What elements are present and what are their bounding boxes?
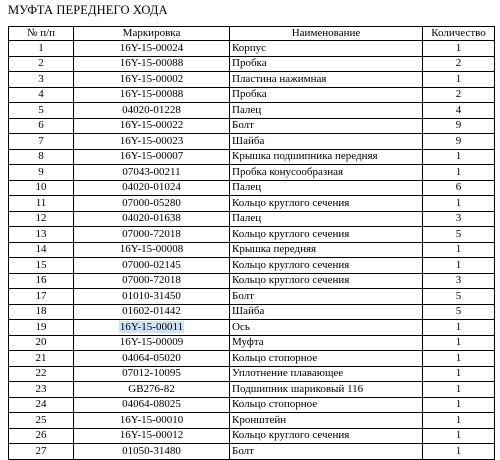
cell-name: Шайба xyxy=(230,304,423,320)
cell-marking: 16Y-15-00010 xyxy=(74,413,230,429)
cell-marking: 16Y-15-00007 xyxy=(74,149,230,165)
cell-name: Подшипник шариковый 116 xyxy=(230,382,423,398)
table-header-row xyxy=(9,27,495,41)
table-row xyxy=(9,103,495,119)
cell-quantity: 3 xyxy=(423,211,495,227)
cell-name: Ось xyxy=(230,320,423,336)
cell-name: Крышка подшипника передняя xyxy=(230,149,423,165)
table-row xyxy=(9,180,495,196)
cell-quantity: 2 xyxy=(423,87,495,103)
table-row xyxy=(9,366,495,382)
cell-quantity: 9 xyxy=(423,118,495,134)
cell-number: 22 xyxy=(9,366,74,382)
cell-marking: 16Y-15-00024 xyxy=(74,41,230,57)
table-row xyxy=(9,211,495,227)
cell-name: Кольцо стопорное xyxy=(230,397,423,413)
cell-number: 26 xyxy=(9,428,74,444)
cell-number: 17 xyxy=(9,289,74,305)
table-row xyxy=(9,118,495,134)
cell-quantity: 1 xyxy=(423,428,495,444)
cell-number: 1 xyxy=(9,41,74,57)
cell-name: Кольцо круглого сечения xyxy=(230,196,423,212)
cell-number: 14 xyxy=(9,242,74,258)
table-row xyxy=(9,289,495,305)
cell-marking: 16Y-15-00022 xyxy=(74,118,230,134)
cell-marking: 16Y-15-00012 xyxy=(74,428,230,444)
cell-marking: 01050-31480 xyxy=(74,444,230,460)
cell-number: 20 xyxy=(9,335,74,351)
cell-number: 16 xyxy=(9,273,74,289)
cell-quantity: 1 xyxy=(423,413,495,429)
table-row xyxy=(9,304,495,320)
cell-marking: 16Y-15-00088 xyxy=(74,87,230,103)
cell-marking: 07000-02145 xyxy=(74,258,230,274)
cell-name: Уплотнение плавающее xyxy=(230,366,423,382)
cell-marking: 04064-05020 xyxy=(74,351,230,367)
cell-quantity: 2 xyxy=(423,56,495,72)
cell-number: 24 xyxy=(9,397,74,413)
header-quantity: Количество xyxy=(423,27,495,41)
cell-marking xyxy=(74,320,230,336)
cell-quantity: 1 xyxy=(423,72,495,88)
cell-quantity: 1 xyxy=(423,258,495,274)
cell-marking: 04020-01638 xyxy=(74,211,230,227)
cell-name: Пробка конусообразная xyxy=(230,165,423,181)
cell-marking: 16Y-15-00023 xyxy=(74,134,230,150)
cell-number: 12 xyxy=(9,211,74,227)
table-row xyxy=(9,72,495,88)
cell-number: 18 xyxy=(9,304,74,320)
table-row xyxy=(9,227,495,243)
cell-marking: 01602-01442 xyxy=(74,304,230,320)
cell-quantity: 1 xyxy=(423,196,495,212)
cell-name: Болт xyxy=(230,118,423,134)
cell-number: 27 xyxy=(9,444,74,460)
cell-number: 6 xyxy=(9,118,74,134)
document-title: МУФТА ПЕРЕДНЕГО ХОДА xyxy=(8,3,168,17)
cell-marking: 04064-08025 xyxy=(74,397,230,413)
cell-name: Пробка xyxy=(230,56,423,72)
cell-quantity: 1 xyxy=(423,149,495,165)
selected-marking-text[interactable]: 16Y-15-00011 xyxy=(119,320,184,333)
cell-number: 21 xyxy=(9,351,74,367)
cell-quantity: 1 xyxy=(423,444,495,460)
cell-name: Кольцо стопорное xyxy=(230,351,423,367)
cell-name: Палец xyxy=(230,211,423,227)
cell-quantity: 1 xyxy=(423,335,495,351)
cell-number: 7 xyxy=(9,134,74,150)
cell-name: Пробка xyxy=(230,87,423,103)
cell-name: Кронштейн xyxy=(230,413,423,429)
cell-marking: 16Y-15-00002 xyxy=(74,72,230,88)
cell-number: 19 xyxy=(9,320,74,336)
cell-marking: 07000-72018 xyxy=(74,227,230,243)
cell-name: Муфта xyxy=(230,335,423,351)
cell-number: 8 xyxy=(9,149,74,165)
cell-quantity: 1 xyxy=(423,242,495,258)
table-row xyxy=(9,41,495,57)
cell-number: 9 xyxy=(9,165,74,181)
table-row xyxy=(9,382,495,398)
cell-name: Крышка передняя xyxy=(230,242,423,258)
table-row xyxy=(9,165,495,181)
cell-number: 5 xyxy=(9,103,74,119)
table-row xyxy=(9,397,495,413)
cell-marking: 16Y-15-00088 xyxy=(74,56,230,72)
cell-name: Шайба xyxy=(230,134,423,150)
cell-number: 23 xyxy=(9,382,74,398)
cell-quantity: 1 xyxy=(423,351,495,367)
table-row xyxy=(9,273,495,289)
cell-number: 25 xyxy=(9,413,74,429)
cell-quantity: 1 xyxy=(423,165,495,181)
header-number: № п/п xyxy=(9,27,74,41)
cell-marking: 04020-01024 xyxy=(74,180,230,196)
cell-quantity: 1 xyxy=(423,320,495,336)
cell-name: Кольцо круглого сечения xyxy=(230,428,423,444)
cell-marking: 07012-10095 xyxy=(74,366,230,382)
cell-name: Болт xyxy=(230,289,423,305)
cell-name: Кольцо круглого сечения xyxy=(230,273,423,289)
cell-quantity: 4 xyxy=(423,103,495,119)
table-row xyxy=(9,428,495,444)
cell-name: Пластина нажимная xyxy=(230,72,423,88)
cell-name: Болт xyxy=(230,444,423,460)
cell-marking: 16Y-15-00009 xyxy=(74,335,230,351)
cell-number: 3 xyxy=(9,72,74,88)
cell-marking: GB276-82 xyxy=(74,382,230,398)
cell-quantity: 1 xyxy=(423,41,495,57)
cell-name: Кольцо круглого сечения xyxy=(230,227,423,243)
cell-marking: 16Y-15-00008 xyxy=(74,242,230,258)
cell-marking: 07000-72018 xyxy=(74,273,230,289)
cell-name: Корпус xyxy=(230,41,423,57)
table-row xyxy=(9,56,495,72)
table-row xyxy=(9,351,495,367)
cell-name: Палец xyxy=(230,180,423,196)
cell-number: 15 xyxy=(9,258,74,274)
cell-name: Палец xyxy=(230,103,423,119)
header-marking: Маркировка xyxy=(74,27,230,41)
table-row xyxy=(9,149,495,165)
header-name: Наименование xyxy=(230,27,423,41)
cell-number: 10 xyxy=(9,180,74,196)
cell-marking: 07000-05280 xyxy=(74,196,230,212)
table-row xyxy=(9,258,495,274)
cell-marking: 07043-00211 xyxy=(74,165,230,181)
cell-number: 4 xyxy=(9,87,74,103)
cell-quantity: 5 xyxy=(423,227,495,243)
cell-marking: 01010-31450 xyxy=(74,289,230,305)
table-row xyxy=(9,242,495,258)
cell-quantity: 9 xyxy=(423,134,495,150)
cell-quantity: 3 xyxy=(423,273,495,289)
table-row xyxy=(9,87,495,103)
parts-table xyxy=(8,26,495,460)
cell-quantity: 5 xyxy=(423,289,495,305)
cell-number: 13 xyxy=(9,227,74,243)
cell-number: 11 xyxy=(9,196,74,212)
table-row xyxy=(9,444,495,460)
cell-name: Кольцо круглого сечения xyxy=(230,258,423,274)
cell-quantity: 1 xyxy=(423,366,495,382)
cell-quantity: 1 xyxy=(423,382,495,398)
cell-number: 2 xyxy=(9,56,74,72)
parts-table-body xyxy=(9,41,495,460)
table-row xyxy=(9,413,495,429)
table-row xyxy=(9,320,495,336)
table-row xyxy=(9,335,495,351)
table-row xyxy=(9,196,495,212)
cell-quantity: 1 xyxy=(423,397,495,413)
cell-quantity: 5 xyxy=(423,304,495,320)
table-row xyxy=(9,134,495,150)
cell-marking: 04020-01228 xyxy=(74,103,230,119)
cell-quantity: 6 xyxy=(423,180,495,196)
